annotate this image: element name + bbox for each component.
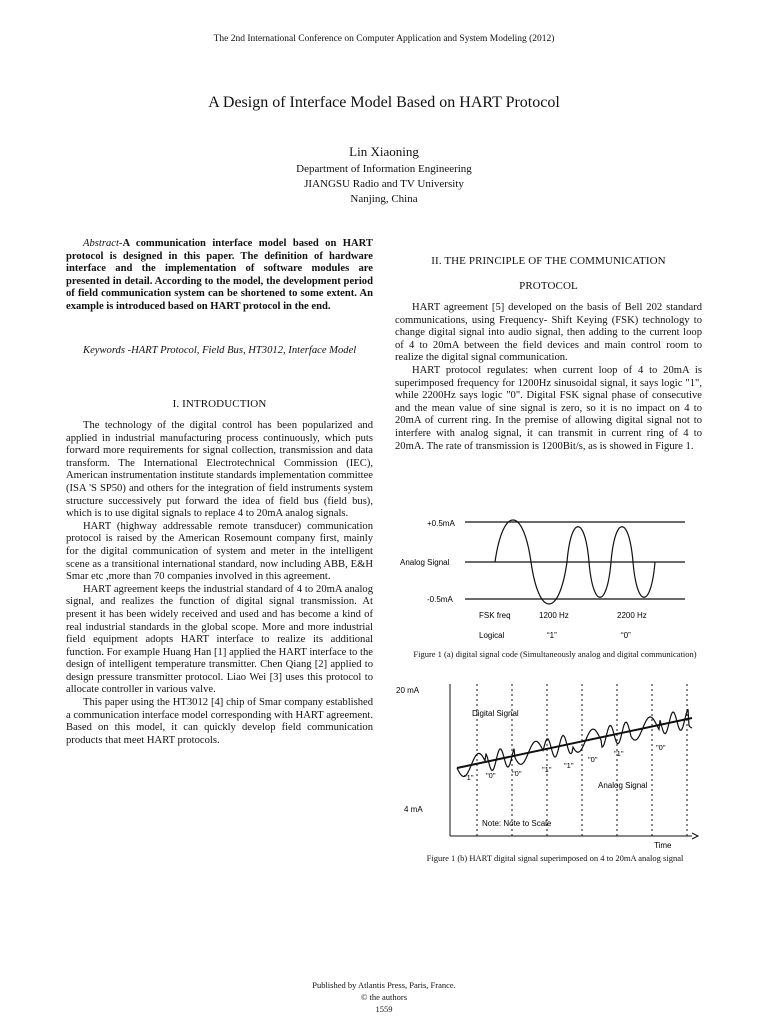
fsk-freq-label: FSK freq [479,611,511,620]
logic-0-label: “0” [621,631,631,640]
abstract-label: Abstract- [83,238,123,249]
page-number: 1559 [375,1004,393,1014]
note-label: Note: Note to Scale [482,819,552,828]
running-head: The 2nd International Conference on Computer Application and System Modeling (2012) [213,34,555,44]
paper-title: A Design of Interface Model Based on HART Protocol [208,94,560,111]
keywords-text: Keywords -HART Protocol, Field Bus, HT3012, Interface Model [83,345,357,356]
signal-label: Analog Signal [400,558,450,567]
section-2-heading-line1: II. THE PRINCIPLE OF THE COMMUNICATION [431,255,666,267]
section-2-paragraph: HART agreement [5] developed on the basis of Bell 202 standard communications, using Frequency- Shift Keying (FSK) technology to change digital signal into audio signal, then adding to the current loop of 4 to 20mA between the field devices and main control room to realize the digital signal communication. [395,302,702,364]
figure-1a-caption: Figure 1 (a) digital signal code (Simultaneously analog and digital communication) [413,649,697,659]
section-2-heading-line2: PROTOCOL [519,280,578,292]
logic-1-label: “1” [547,631,557,640]
bit-label: "1" [564,761,574,770]
bit-label: "0" [512,769,522,778]
time-label: Time [654,841,672,850]
gridlines [477,684,687,836]
bit-label: "0" [588,755,598,764]
y-bottom-label: 4 mA [404,805,423,814]
author-name: Lin Xiaoning [349,144,419,159]
analog-signal-label: Analog Signal [598,781,648,790]
y-top-label: 20 mA [396,686,420,695]
copyright-line: © the authors [360,992,408,1002]
logical-label: Logical [479,631,505,640]
freq-2200-label: 2200 Hz [617,611,647,620]
section-2-body [395,302,702,453]
affiliation-location: Nanjing, China [350,193,418,205]
figure-1a [395,512,705,646]
figure-1b [392,676,706,852]
time-arrow-icon [692,833,698,839]
section-1-heading: I. INTRODUCTION [172,398,267,410]
section-1-paragraph: This paper using the HT3012 [4] chip of Smar company established a communication interface model corresponding with HART agreement. Based on this model, it can quickly develop field communication products that meet HART protocols. [66,697,373,746]
figure-1b-caption: Figure 1 (b) HART digital signal superimposed on 4 to 20mA analog signal [426,853,684,863]
bit-labels [464,743,666,782]
section-1-body [66,420,373,747]
freq-1200-label: 1200 Hz [539,611,569,620]
minus-label: -0.5mA [427,595,453,604]
abstract-text: A communication interface model based on HART protocol is designed in this paper. The definition of hardware interface and the implementation of software modules are presented in detail. According to the model, the development period of field communication system can be shortened to some extent. An example is introduced based on HART protocol in the end. [66,238,373,312]
bit-label: "0" [656,743,666,752]
bit-label: "1" [464,773,474,782]
affiliation-department: Department of Information Engineering [296,163,472,175]
bit-label: "0" [486,771,496,780]
section-1-paragraph: HART (highway addressable remote transducer) communication protocol is raised by the American Rosemount company first, mainly for the digital communication of system and meter in the intelligent scene as a transitional international standard, now including ABB, E&H Smar etc ,more than 70 companies involved in this agreement. [66,520,373,583]
publisher-line: Published by Atlantis Press, Paris, France. [312,980,456,990]
keywords [66,345,373,358]
bit-label: "1" [542,765,552,774]
section-1-paragraph: HART agreement keeps the industrial standard of 4 to 20mA analog signal, and realizes the function of digital signal transmission. At present it has been widely received and used and has become a kind of real industrial standards in the global scope. More and more industrial field equipment adopts HART interface to realize its additional function. For example Huang Han [1] applied the HART interface to the design of intelligent temperature transmitter. Chen Qiang [2] applied to design pressure transmitter protocol. Liao Wei [3] uses this protocol to allocate controller in various valve. [66,583,373,696]
abstract [66,238,373,314]
affiliation-university: JIANGSU Radio and TV University [304,178,464,190]
section-2-paragraph: HART protocol regulates: when current loop of 4 to 20mA is superimposed frequency for 1200Hz sinusoidal signal, it says logic "1", while 2200Hz says logic "0". Digital FSK signal phase of consecutive and the mean value of sine signal is zero, so it is no impact on 4 to 20mA of current ring. In the premise of allowing digital signal not to interfere with analog signal, it can transmit in current ring of 4 to 20mA. The rate of transmission is 1200Bit/s, as is showed in Figure 1. [395,364,702,452]
plus-label: +0.5mA [427,519,455,528]
bit-label: "1" [614,749,624,758]
digital-signal-label: Digital Signal [472,709,519,718]
section-1-paragraph: The technology of the digital control has been popularized and applied in industrial manufacturing process continuously, which puts forward more requirements for signal collection, transmission and data transform. The International Electrotechnical Commission (IEC), American instrumentation institute standards implementation committee (ISA 'S SP50) and others for the integration of field instruments system structure successively put forward the idea of field bus (field bus), which is to use digital signals to replace 4 to 20mA analog signals. [66,420,373,520]
